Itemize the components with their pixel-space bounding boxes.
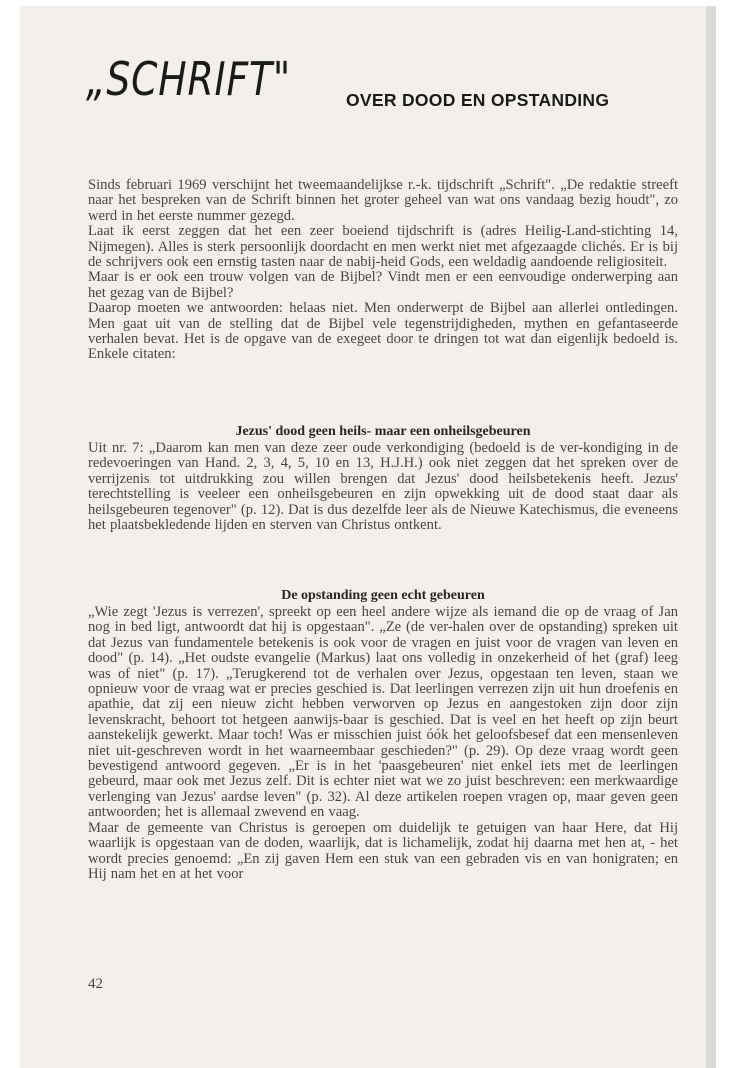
paragraph: Sinds februari 1969 verschijnt het tweemaandelijkse r.-k. tijdschrift „Schrift". „De redaktie streeft naar het bespreken van de Schrift binnen het groter geheel van wat ons vandaag bezig houdt", zo werd in het eerste nummer gezegd. bbox=[88, 177, 678, 224]
page-number: 42 bbox=[88, 976, 103, 992]
paragraph: Daarop moeten we antwoorden: helaas niet. Men onderwerpt de Bijbel aan allerlei ontledingen. Men gaat uit van de stelling dat de Bijbel vele tegenstrijdigheden, mythen en gefantaseerde verhalen bevat. Het is de opgave van de exegeet door te dringen tot wat dan eigenlijk bedoeld is. Enkele citaten: bbox=[88, 300, 678, 363]
document-page bbox=[20, 6, 706, 1068]
paragraph: „Wie zegt 'Jezus is verrezen', spreekt op een heel andere wijze als iemand die op de vraag of Jan nog in bed ligt, antwoordt dat hij is opgestaan". „Ze (de ver-halen over de opstanding) spreken uit dat Jezus van fundamentele betekenis is ook voor de vragen en juist voor de vragen van leven en dood" (p. 14). „Het oudste evangelie (Markus) laat ons volledig in onzekerheid of het (graf) leeg was of niet" (p. 17). „Terugkerend tot de verhalen over Jezus, opgestaan ten leven, staan we opnieuw voor de vraag wat er precies geschied is. Dat leerlingen verrezen zijn uit hun droefenis en apathie, dat zij een nieuw zicht hebben verworven op Jezus en aangestoken zijn door zijn levenskracht, behoort tot hetgeen aanwijs-baar is geschied. Dat is veel en het heeft op zijn beurt aanstekelijk gewerkt. Maar toch! Was er misschien juist óók het geloofsbesef dat een mensenleven niet uit-geschreven wordt in het waarneembaar geschieden?" (p. 29). Op deze vraag wordt geen bevestigend antwoord gegeven. „Er is in het 'paasgebeuren' niet enkel iets met de leerlingen gebeurd, maar ook met Jezus zelf. Dit is echter niet wat we zo juist beschreven: een merkwaardige verlenging van Jezus' aardse leven" (p. 32). Al deze artikelen roepen vragen op, maar geven geen antwoorden; het is allemaal zwevend en vaag. bbox=[88, 604, 678, 821]
title-subtitle: OVER DOOD EN OPSTANDING bbox=[346, 90, 610, 110]
page-edge bbox=[706, 6, 716, 1068]
intro-text bbox=[88, 178, 678, 363]
paragraph: Uit nr. 7: „Daarom kan men van deze zeer oude verkondiging (bedoeld is de ver-kondiging in de redevoeringen van Hand. 2, 3, 4, 5, 10 en 13, H.J.H.) ook niet zeggen dat het spreken over de verrijzenis tot uitdrukking zou willen brengen dat Jezus' dood heilsbetekenis heeft. Jezus' terechtstelling is veeleer een onheilsgebeuren en zijn opwekking uit de dood staat daar als heilsgebeuren tegenover" (p. 12). Dat is dus dezelfde leer als de Nieuwe Katechismus, die eveneens het plaatsbekledende lijden en sterven van Christus ontkent. bbox=[88, 440, 678, 534]
section-heading: De opstanding geen echt gebeuren bbox=[281, 588, 485, 603]
section2-text bbox=[88, 605, 678, 882]
section-heading: Jezus' dood geen heils- maar een onheilsgebeuren bbox=[235, 424, 531, 439]
section1-text bbox=[88, 441, 678, 533]
paragraph: Maar de gemeente van Christus is geroepen om duidelijk te getuigen van haar Here, dat Hij waarlijk is opgestaan van de doden, waarlijk, dat is lichamelijk, zodat hij daarna met hen at, - het wordt precies genoemd: „En zij gaven Hem een stuk van een gebraden vis en van honigraten; en Hij nam het en at het voor bbox=[88, 819, 678, 882]
paragraph: Maar is er ook een trouw volgen van de Bijbel? Vindt men er een eenvoudige onderwerping aan het gezag van de Bijbel? bbox=[88, 269, 678, 301]
title-schrift: „SCHRIFT" bbox=[86, 52, 291, 106]
paragraph: Laat ik eerst zeggen dat het een zeer boeiend tijdschrift is (adres Heilig-Land-stichting 14, Nijmegen). Alles is sterk persoonlijk doordacht en men werkt niet met afgezaagde clichés. Er is bij de schrijvers ook een ernstig tasten naar de nabij-heid Gods, een weldadig aandoende religiositeit. bbox=[88, 223, 678, 271]
